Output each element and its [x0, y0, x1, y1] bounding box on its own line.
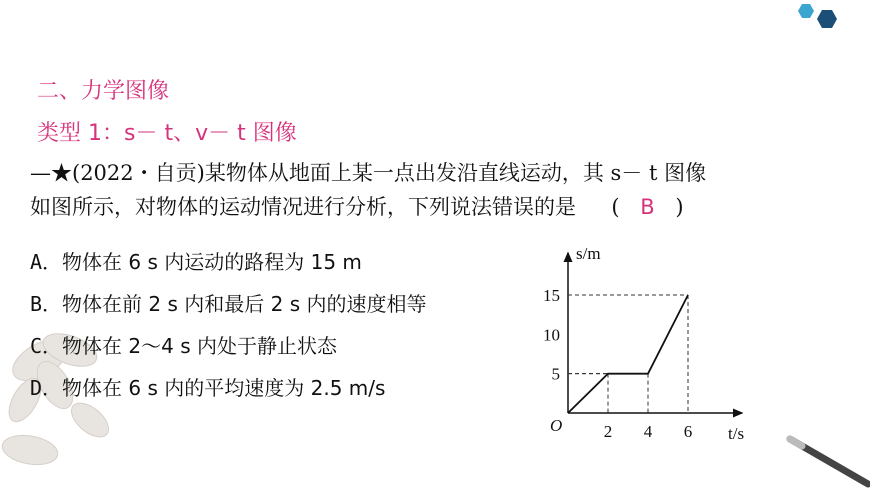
hexagon-logo-icon: [794, 0, 850, 34]
option-d: [30, 372, 385, 401]
option-text: 物体在 6 s 内运动的路程为 15 m: [62, 250, 362, 274]
option-letter: B．: [30, 292, 63, 316]
option-letter: C．: [30, 334, 63, 358]
option-text: 物体在 2～4 s 内处于静止状态: [62, 334, 337, 358]
option-a: [30, 246, 362, 275]
x-tick-label: 4: [643, 422, 653, 441]
question-text: 如图所示，对物体的运动情况进行分析，下列说法错误的是: [30, 195, 576, 219]
option-letter: A．: [30, 250, 63, 274]
series-line: [568, 295, 688, 413]
x-tick-label: 6: [683, 422, 693, 441]
y-tick-label: 5: [551, 364, 560, 384]
section-title: 二、力学图像: [37, 79, 170, 104]
y-axis-label: s/m: [576, 244, 601, 263]
origin-label: O: [550, 416, 563, 435]
paren-close: ): [675, 195, 684, 219]
paren-open: (: [611, 195, 620, 219]
pen-decoration-icon: [780, 429, 870, 489]
answer-text: B: [640, 195, 655, 219]
x-axis-label: t/s: [728, 424, 745, 443]
option-text: 物体在 6 s 内的平均速度为 2.5 m/s: [62, 376, 386, 400]
option-c: [30, 330, 337, 359]
option-letter: D．: [30, 376, 63, 400]
question-line-2: [30, 190, 850, 224]
s-t-graph: [530, 235, 770, 465]
x-tick-label: 2: [603, 422, 613, 441]
subtitle: 类型 1：s－ t、v－ t 图像: [37, 121, 297, 146]
y-tick-label: 10: [543, 325, 560, 345]
option-b: [30, 288, 426, 317]
y-tick-label: 15: [543, 286, 560, 305]
question-stem: [30, 156, 850, 224]
option-text: 物体在前 2 s 内和最后 2 s 内的速度相等: [62, 292, 427, 316]
question-line-1: —★(2022・自贡)某物体从地面上某一点出发沿直线运动，其 s－ t 图像: [30, 161, 707, 185]
